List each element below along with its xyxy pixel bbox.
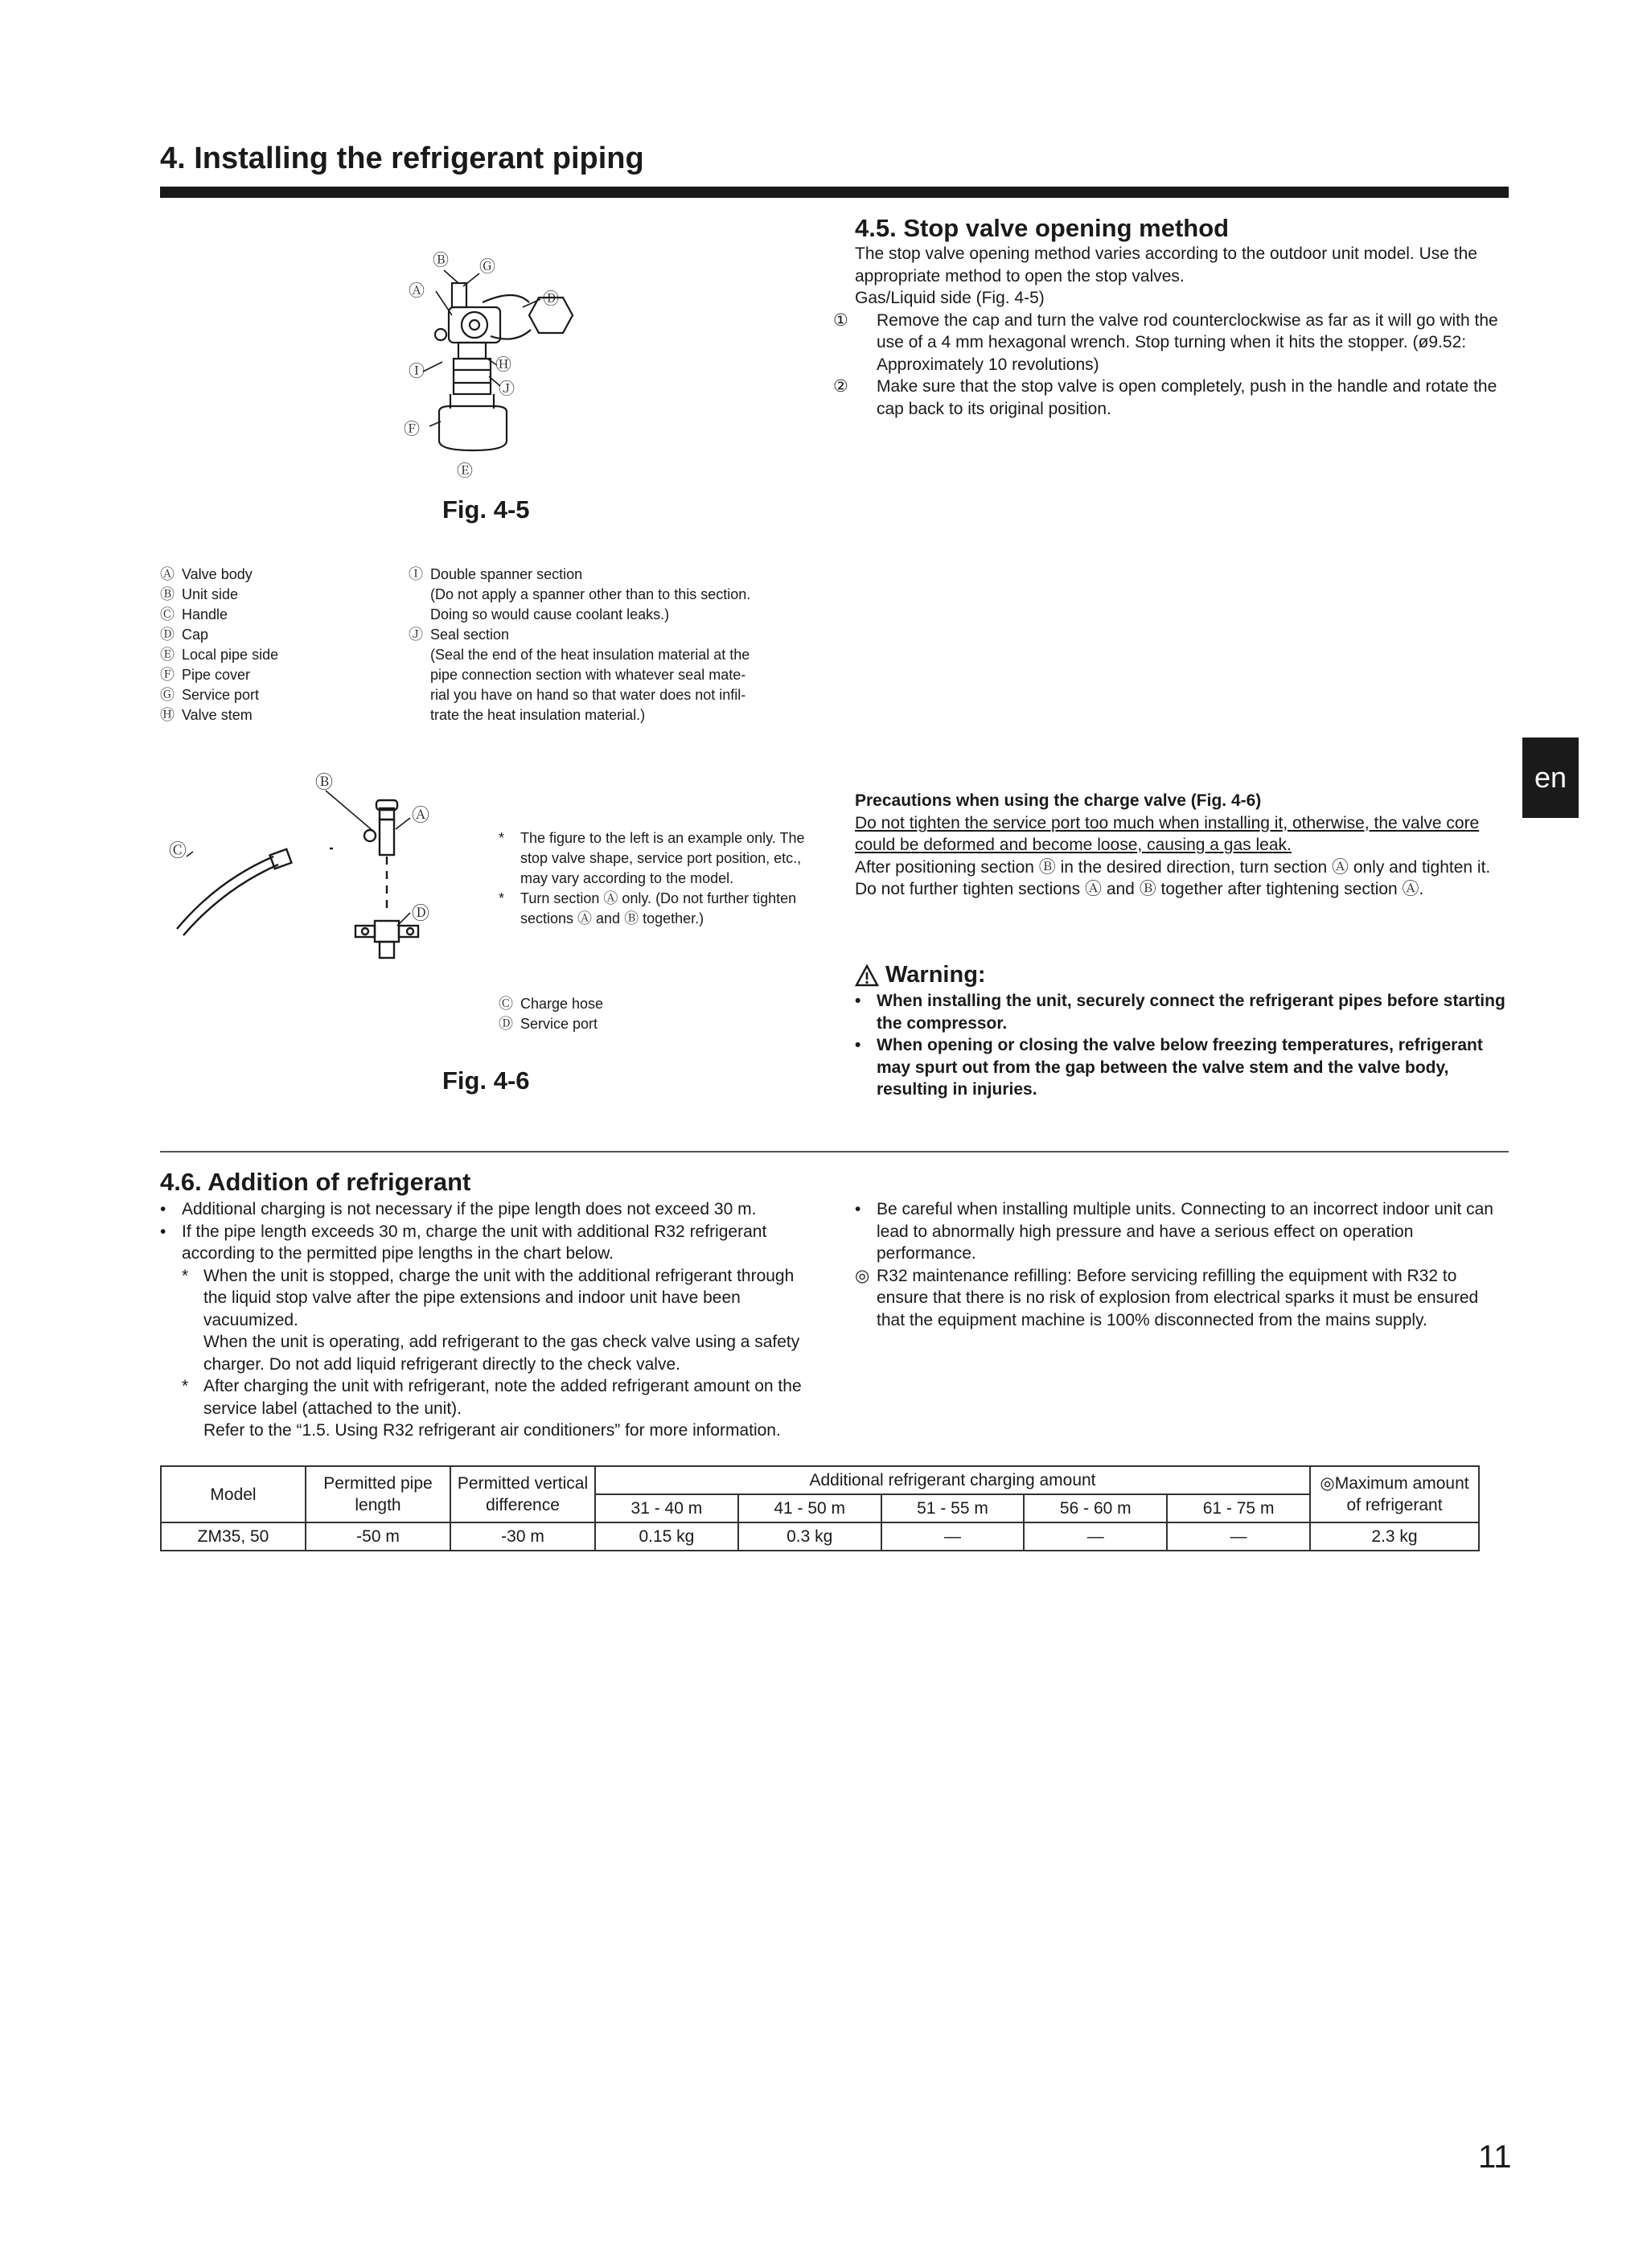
th-additional: Additional refrigerant charging amount (595, 1466, 1310, 1494)
callout-a: Ⓐ (409, 282, 425, 300)
warning-item: • When opening or closing the valve below freezing temperatures, refrigerant may spurt out from the gap between the valve stem and the valve body, resulting in injuries. (855, 1036, 1483, 1099)
list-item: ◎ R32 maintenance refilling: Before servicing refilling the equipment with R32 to ensure that there is no risk of explosion from electrical sparks it must be ensured that the equipment machine is 100% disconnected from the mains supply. (855, 1266, 1479, 1329)
note: * The figure to the left is an example only. The stop valve shape, service port position, etc., may vary according to the model. (499, 830, 805, 886)
cell-amount: — (1024, 1522, 1167, 1551)
cell-amount: 0.3 kg (738, 1522, 881, 1551)
th-model: Model (161, 1466, 306, 1522)
refrigerant-table (160, 1465, 1480, 1551)
section-4-6-left (160, 1198, 813, 1442)
section-4-5-sub: Gas/Liquid side (Fig. 4-5) (855, 289, 1045, 307)
legend-item: Ⓙ Seal section (409, 627, 510, 643)
fig-4-6-label: Fig. 4-6 (442, 1066, 530, 1095)
legend-item: Ⓘ Double spanner section (409, 566, 583, 582)
legend-item: Ⓖ Service port (160, 687, 260, 703)
list-item: Refer to the “1.5. Using R32 refrigerant air conditioners” for more information. (203, 1421, 781, 1440)
callout-b: Ⓑ (433, 252, 449, 269)
legend-item: (Do not apply a spanner other than to this section. (430, 586, 751, 602)
legend-item: Ⓓ Service port (499, 1016, 598, 1032)
callout-c: Ⓒ (169, 840, 187, 861)
legend-item: (Seal the end of the heat insulation material at the (430, 647, 750, 663)
section-4-6-right (855, 1198, 1508, 1331)
cell-amount: 0.15 kg (595, 1522, 738, 1551)
page-title: 4. Installing the refrigerant piping (160, 142, 644, 175)
title-rule (160, 187, 1509, 198)
legend-item: Ⓑ Unit side (160, 586, 239, 602)
list-item: • Additional charging is not necessary if the pipe length does not exceed 30 m. (160, 1200, 757, 1218)
th-range: 56 - 60 m (1024, 1494, 1167, 1522)
legend-item: Ⓐ Valve body (160, 566, 253, 582)
legend-item: rial you have on hand so that water does not infil- (430, 687, 746, 703)
legend-45-right (409, 565, 795, 725)
callout-g: Ⓖ (479, 258, 495, 276)
legend-item: Ⓕ Pipe cover (160, 667, 251, 683)
th-range: 41 - 50 m (738, 1494, 881, 1522)
warning-block (855, 962, 1508, 1101)
cell-amount: — (881, 1522, 1025, 1551)
cell-max: 2.3 kg (1310, 1522, 1479, 1551)
cell-pipe: -50 m (306, 1522, 450, 1551)
callout-d: Ⓓ (412, 903, 430, 923)
section-4-5-intro: The stop valve opening method varies according to the outdoor unit model. Use the appropriate method to open the stop valves. (855, 244, 1477, 286)
callout-f: Ⓕ (404, 421, 420, 438)
table-header-row (161, 1466, 1479, 1494)
precautions-text: After positioning section Ⓑ in the desired direction, turn section Ⓐ only and tighten it. Do not further tighten sections Ⓐ and Ⓑ together after tightening section Ⓐ. (855, 857, 1491, 898)
callout-d: Ⓓ (543, 290, 559, 308)
fig-4-6-notes (499, 828, 812, 929)
page-number: 11 (1478, 2139, 1512, 2175)
legend-item: pipe connection section with whatever seal mate- (430, 667, 746, 683)
th-maximum: ◎Maximum amount of refrigerant (1310, 1466, 1479, 1522)
callout-j: Ⓙ (499, 380, 515, 398)
th-pipe-length: Permitted pipe length (306, 1466, 450, 1522)
list-item: • If the pipe length exceeds 30 m, charge the unit with additional R32 refrigerant according to the permitted pipe lengths in the chart below. (160, 1222, 767, 1263)
fig-4-5-drawing (394, 241, 603, 491)
cell-vert: -30 m (450, 1522, 595, 1551)
legend-item: Ⓒ Charge hose (499, 996, 604, 1012)
fig-4-6-legend (499, 994, 812, 1034)
th-range: 51 - 55 m (881, 1494, 1025, 1522)
fig-4-5-label: Fig. 4-5 (442, 495, 530, 524)
legend-item: trate the heat insulation material.) (430, 707, 646, 723)
precautions-heading: Precautions when using the charge valve (Fig. 4-6) (855, 791, 1262, 810)
step-2: ② Make sure that the stop valve is open completely, push in the handle and rotate the cap back to its original position. (833, 377, 1497, 418)
callout-a: Ⓐ (412, 805, 430, 825)
precautions (855, 790, 1508, 901)
cell-amount: — (1167, 1522, 1310, 1551)
warning-icon (855, 964, 879, 987)
precautions-underlined: Do not tighten the service port too much when installing it, otherwise, the valve core could be deformed and become loose, causing a gas leak. (855, 813, 1480, 854)
step-1: ① Remove the cap and turn the valve rod counterclockwise as far as it will go with the use of a 4 mm hexagonal wrench. Stop turning when it hits the stopper. (ø9.52: Approximately 10 revolutions) (833, 310, 1498, 374)
legend-item: Doing so would cause coolant leaks.) (430, 606, 670, 622)
note: * Turn section Ⓐ only. (Do not further tighten sections Ⓐ and Ⓑ together.) (499, 890, 797, 927)
section-4-5 (833, 214, 1508, 420)
callout-i: Ⓘ (409, 363, 425, 380)
callout-e: Ⓔ (457, 462, 473, 480)
warning-title: Warning: (885, 962, 986, 988)
section-4-5-heading: 4.5. Stop valve opening method (855, 214, 1230, 242)
legend-item: Ⓓ Cap (160, 627, 209, 643)
th-range: 31 - 40 m (595, 1494, 738, 1522)
list-item: * After charging the unit with refrigerant, note the added refrigerant amount on the service label (attached to the unit). (182, 1377, 802, 1418)
legend-item: Ⓔ Local pipe side (160, 647, 279, 663)
list-item: • Be careful when installing multiple units. Connecting to an incorrect indoor unit can lead to abnormally high pressure and have a serious effect on operation performance. (855, 1200, 1493, 1263)
th-range: 61 - 75 m (1167, 1494, 1310, 1522)
legend-item: Ⓒ Handle (160, 606, 228, 622)
warning-item: • When installing the unit, securely connect the refrigerant pipes before starting the compressor. (855, 992, 1505, 1033)
table-row (161, 1522, 1479, 1551)
language-tab: en (1522, 738, 1579, 818)
callout-b: Ⓑ (315, 772, 334, 792)
legend-item: Ⓗ Valve stem (160, 707, 253, 723)
fig-4-6-drawing (169, 768, 491, 1009)
section-4-6-heading: 4.6. Addition of refrigerant (160, 1168, 471, 1196)
list-item: When the unit is operating, add refrigerant to the gas check valve using a safety charger. Do not add liquid refrigerant directly to the check valve. (203, 1333, 800, 1374)
cell-model: ZM35, 50 (161, 1522, 306, 1551)
callout-h: Ⓗ (495, 356, 511, 374)
legend-45-left (160, 565, 401, 725)
section-divider (160, 1151, 1509, 1152)
th-vertical-diff: Permitted vertical difference (450, 1466, 595, 1522)
list-item: * When the unit is stopped, charge the unit with the additional refrigerant through the liquid stop valve after the pipe extensions and indoor unit have been vacuumized. (182, 1266, 795, 1329)
